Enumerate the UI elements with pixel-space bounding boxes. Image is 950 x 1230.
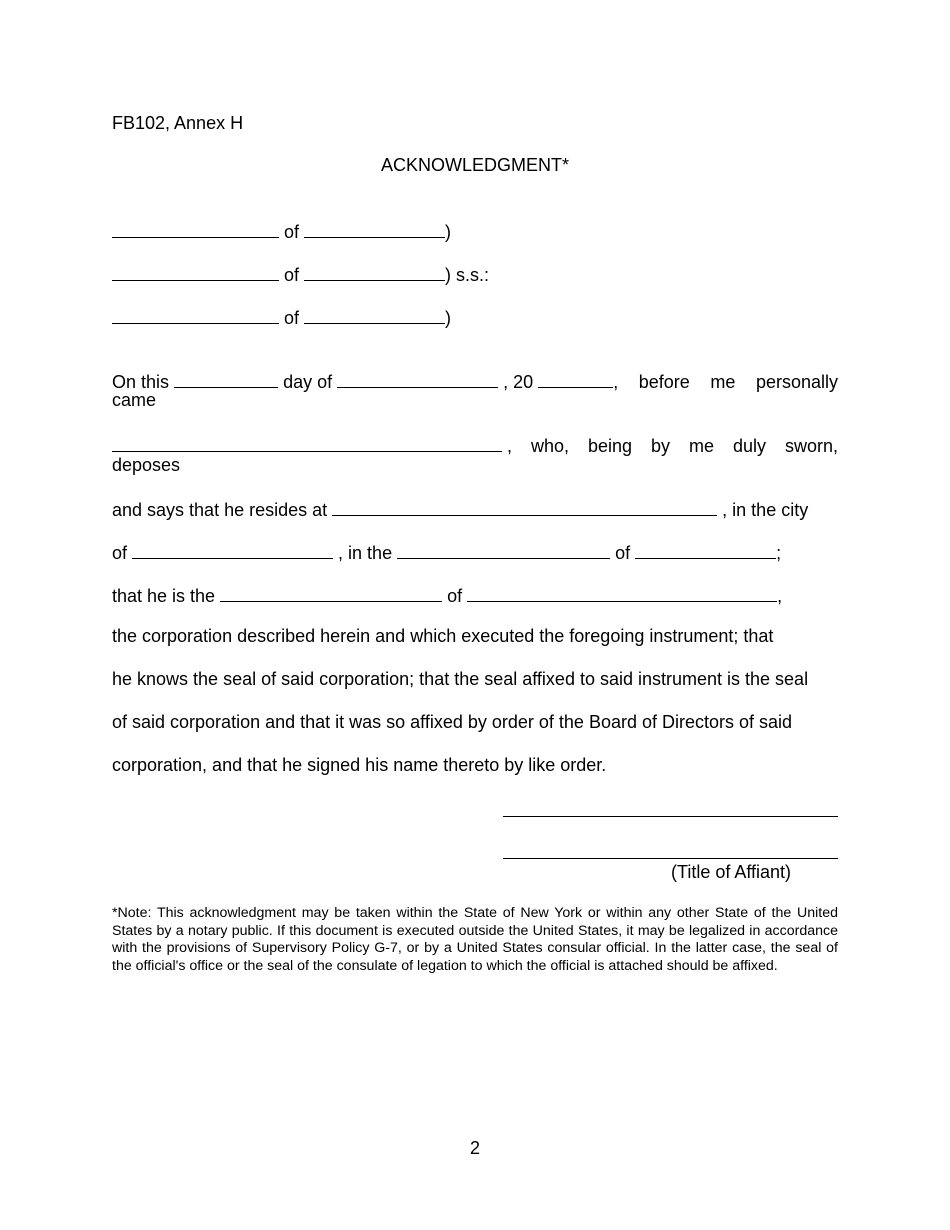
- year-field[interactable]: [538, 369, 613, 388]
- word-being: being: [588, 436, 633, 456]
- word-came: came: [112, 390, 157, 410]
- that-he-is-label: that he is the: [112, 586, 216, 606]
- date-comma: ,: [613, 372, 619, 392]
- venue-paren: ): [445, 222, 452, 242]
- of-label: of: [112, 543, 128, 563]
- state-field-1[interactable]: [304, 219, 445, 238]
- word-deposes: deposes: [112, 455, 181, 475]
- document-title: ACKNOWLEDGMENT*: [380, 155, 569, 175]
- state-field-3[interactable]: [304, 305, 445, 324]
- county-field-3[interactable]: [112, 305, 279, 324]
- date-clause: [112, 369, 618, 393]
- resides-label: and says that he resides at: [112, 500, 328, 520]
- venue-ss-label: ) s.s.:: [445, 265, 490, 285]
- paragraph-line-4: corporation, and that he signed his name thereto by like order.: [112, 755, 607, 775]
- title-of-affiant-line[interactable]: [503, 858, 838, 859]
- county-field-2[interactable]: [112, 262, 279, 281]
- venue-paren: ): [445, 308, 452, 328]
- page-number: 2: [469, 1138, 480, 1158]
- on-this-label: On this: [112, 372, 170, 392]
- form-id: FB102, Annex H: [112, 113, 244, 133]
- officer-title-field[interactable]: [220, 583, 442, 602]
- semicolon: ;: [776, 543, 782, 563]
- signature-line[interactable]: [503, 816, 838, 817]
- year-prefix: , 20: [503, 372, 534, 392]
- word-duly: duly: [732, 436, 767, 456]
- city-field[interactable]: [132, 540, 333, 559]
- day-field[interactable]: [174, 369, 278, 388]
- of-label-3: of: [447, 586, 463, 606]
- venue-of-label: of: [284, 265, 300, 285]
- city-line: [112, 540, 781, 564]
- trailing-comma: ,: [777, 586, 783, 606]
- affiant-clause: [112, 433, 512, 457]
- county-field[interactable]: [397, 540, 610, 559]
- word-by: by: [651, 436, 671, 456]
- venue-of-label: of: [284, 222, 300, 242]
- paragraph-line-1: the corporation described herein and which executed the foregoing instrument; that: [112, 626, 774, 646]
- footnote: *Note: This acknowledgment may be taken within the State of New York or within any other State of the United States by a notary public. If this document is executed outside the United States, it may be legalized in accordance with the provisions of Supervisory Policy G-7, or by a United States consular official. In the latter case, the seal of the official's office or the seal of the consulate of legation to which the official is attached should be affixed.: [112, 905, 838, 974]
- in-the-city-label: , in the city: [722, 500, 809, 520]
- title-line: [112, 583, 782, 607]
- state-field[interactable]: [635, 540, 776, 559]
- affiant-line: [112, 433, 838, 457]
- state-field-2[interactable]: [304, 262, 445, 281]
- affiant-comma: ,: [507, 436, 513, 456]
- date-line: [112, 369, 838, 393]
- word-me: me: [710, 372, 736, 392]
- month-field[interactable]: [337, 369, 498, 388]
- county-field-1[interactable]: [112, 219, 279, 238]
- corporation-name-field[interactable]: [467, 583, 777, 602]
- word-me-2: me: [689, 436, 715, 456]
- venue-of-label: of: [284, 308, 300, 328]
- paragraph-line-2: he knows the seal of said corporation; that the seal affixed to said instrument is the seal: [112, 669, 809, 689]
- affiant-name-field[interactable]: [112, 433, 502, 452]
- of-label-2: of: [615, 543, 631, 563]
- residence-line: [112, 497, 808, 521]
- paragraph-line-3: of said corporation and that it was so affixed by order of the Board of Directors of said: [112, 712, 793, 732]
- residence-field[interactable]: [332, 497, 717, 516]
- title-of-affiant-caption: (Title of Affiant): [671, 862, 792, 882]
- venue-line-2: [112, 262, 489, 286]
- day-of-label: day of: [283, 372, 333, 392]
- in-the-label: , in the: [338, 543, 393, 563]
- venue-line-1: [112, 219, 451, 243]
- word-who: who,: [531, 436, 570, 456]
- venue-line-3: [112, 305, 451, 329]
- word-personally: personally: [755, 372, 838, 392]
- word-sworn: sworn,: [784, 436, 838, 456]
- word-before: before: [638, 372, 690, 392]
